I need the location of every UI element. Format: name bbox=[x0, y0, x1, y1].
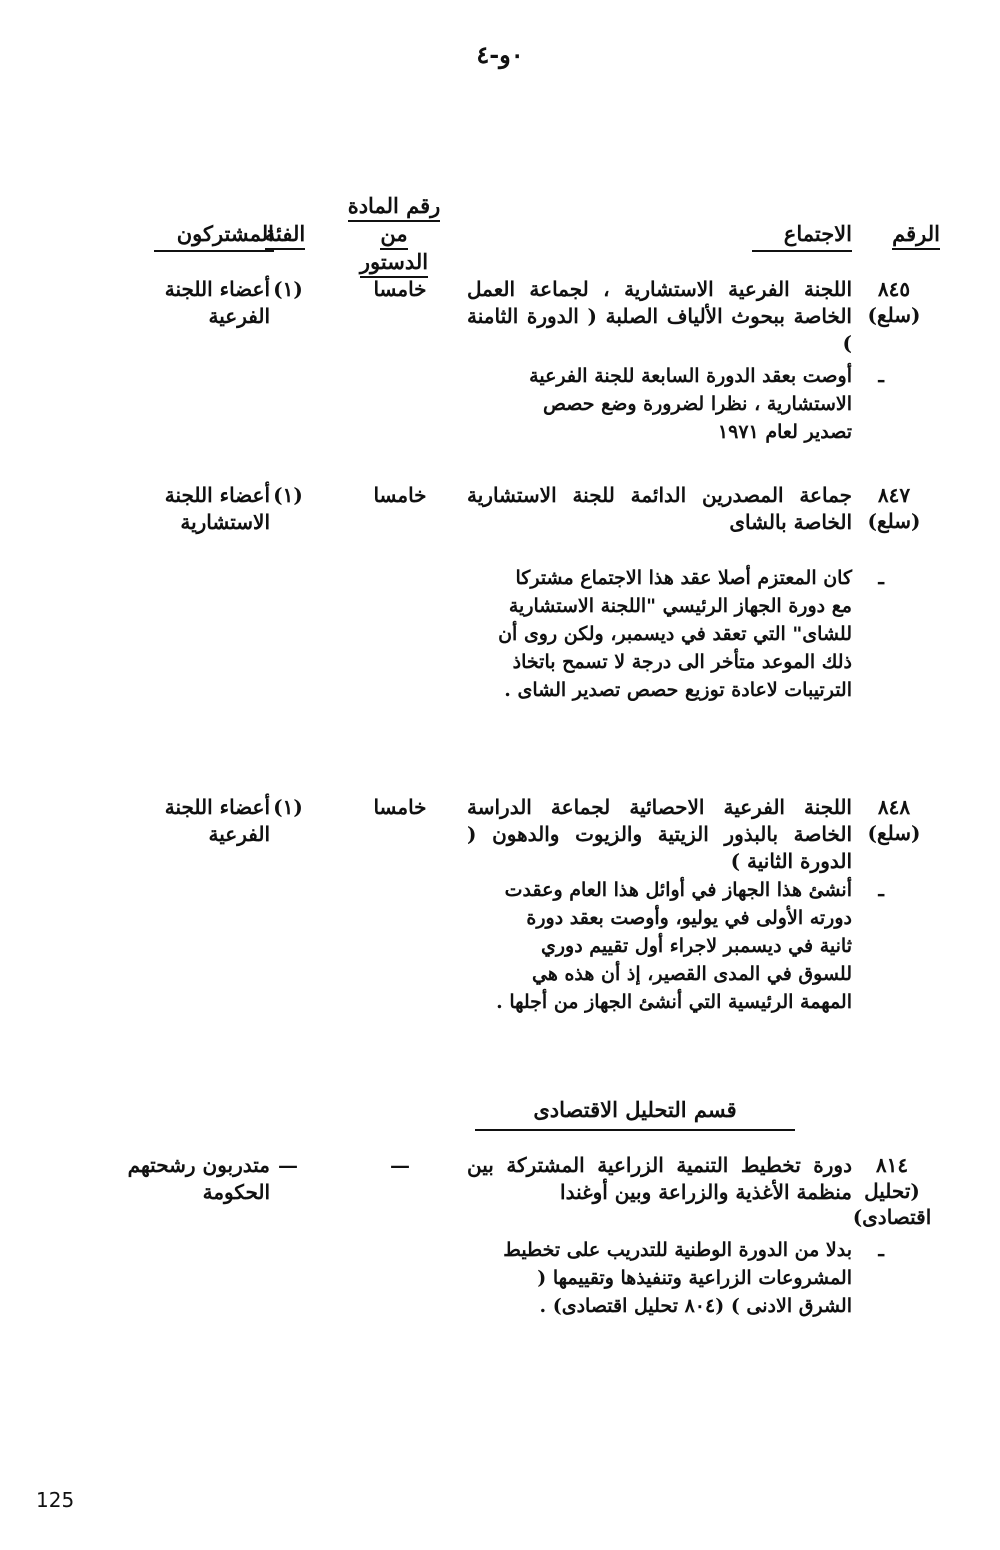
entry-participants: أعضاء اللجنة الاستشارية bbox=[164, 483, 270, 534]
footer-page-number: 125 bbox=[36, 1488, 75, 1512]
entry-category: (١) bbox=[273, 795, 303, 819]
header-article: رقم المادة من الدستور bbox=[344, 192, 444, 276]
entry-number: ٨٤٨ (سلع) bbox=[867, 795, 921, 845]
entry-article: خامسا bbox=[373, 277, 427, 301]
entry-meeting: اللجنة الفرعية الاستشارية ، لجماعة العمل الخاصة ببحوث الألياف الصلبة ( الدورة الثامنة ) bbox=[467, 277, 852, 355]
entry-meeting: اللجنة الفرعية الاحصائية لجماعة الدراسة الخاصة بالبذور الزيتية والزيوت والدهون ( الدورة الثانية ) bbox=[467, 795, 852, 873]
entry-note: ـ أوصت بعقد الدورة السابعة للجنة الفرعية الاستشارية ، نظرا لضرورة وضع حصص تصدير لعام ١٩٧١ bbox=[492, 362, 852, 446]
header-category: الفئة bbox=[260, 220, 310, 248]
note-dash: ـ bbox=[878, 879, 884, 901]
entry-article: خامسا bbox=[373, 483, 427, 507]
entry-note: ـ أنشئ هذا الجهاز في أوائل هذا العام وعقدت دورته الأولى في يوليو، وأوصت بعقد دورة ثانية في ديسمبر لاجراء أول تقييم دوري للسوق في المدى القصير، إذ أن هذه هي المهمة الرئيسية التي أنشئ الجهاز من أجلها . bbox=[492, 876, 852, 1016]
entry-category: — bbox=[278, 1153, 298, 1177]
entry-number: ٨١٤ (تحليل اقتصادى) bbox=[852, 1153, 932, 1229]
entry-participants: متدربون رشحتهم الحكومة bbox=[127, 1153, 270, 1204]
note-dash: ـ bbox=[878, 365, 884, 387]
header-meeting: الاجتماع bbox=[452, 220, 852, 252]
section-title: قسم التحليل الاقتصادى bbox=[475, 1095, 795, 1131]
entry-number: ٨٤٧ (سلع) bbox=[867, 483, 921, 533]
entry-meeting: دورة تخطيط التنمية الزراعية المشتركة بين منظمة الأغذية والزراعة وبين أوغندا bbox=[467, 1153, 852, 1204]
note-dash: ـ bbox=[878, 1239, 884, 1261]
entry-note: ـ بدلا من الدورة الوطنية للتدريب على تخطيط المشروعات الزراعية وتنفيذها وتقييمها ( الشرق الادنى ) (٨٠٤ تحليل اقتصادى) . bbox=[492, 1236, 852, 1320]
header-participants: المشتركون bbox=[149, 220, 274, 252]
page-label: ٠و-٤ bbox=[476, 40, 524, 69]
entry-participants: أعضاء اللجنة الفرعية bbox=[164, 277, 270, 328]
header-number: الرقم bbox=[870, 220, 940, 248]
entry-article: — bbox=[390, 1153, 410, 1177]
entry-category: (١) bbox=[273, 483, 303, 507]
entry-category: (١) bbox=[273, 277, 303, 301]
entry-note: ـ كان المعتزم أصلا عقد هذا الاجتماع مشتركا مع دورة الجهاز الرئيسي "اللجنة الاستشارية للشاى" التي تعقد في ديسمبر، ولكن روى أن ذلك الموعد متأخر الى درجة لا تسمح باتخاذ الترتيبات لاعادة توزيع حصص تصدير الشاى . bbox=[492, 564, 852, 704]
entry-participants: أعضاء اللجنة الفرعية bbox=[164, 795, 270, 846]
entry-number: ٨٤٥ (سلع) bbox=[867, 277, 921, 327]
entry-article: خامسا bbox=[373, 795, 427, 819]
entry-meeting: جماعة المصدرين الدائمة للجنة الاستشارية الخاصة بالشاى bbox=[467, 483, 852, 534]
note-dash: ـ bbox=[878, 567, 884, 589]
